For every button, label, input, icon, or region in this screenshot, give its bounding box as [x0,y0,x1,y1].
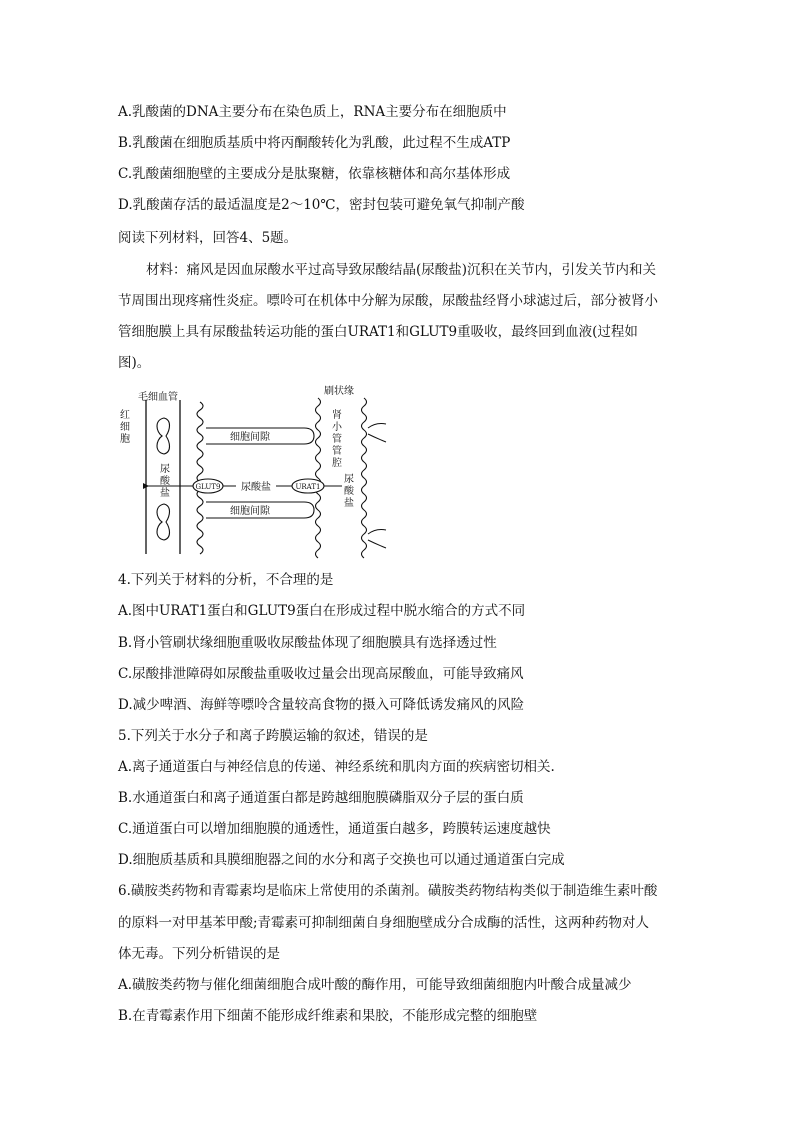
material-line-4: 图)。 [118,355,151,371]
red-blood-cell-bottom [157,504,170,540]
q4-option-a: A.图中URAT1蛋白和GLUT9蛋白在形成过程中脱水缩合的方式不同 [118,603,526,619]
apical-membrane-right [362,398,367,558]
lumen-label-4: 管 [332,446,342,457]
lumen-label-5: 腔 [332,458,342,469]
q4-option-d: D.减少啤酒、海鲜等嘌呤含量较高食物的摄入可降低诱发痛风的风险 [118,697,525,713]
material-line-3: 管细胞膜上具有尿酸盐转运功能的蛋白URAT1和GLUT9重吸收，最终回到血液(过程如 [118,324,638,340]
q5-option-c: C.通道蛋白可以增加细胞膜的通透性，通道蛋白越多，跨膜转运速度越快 [118,821,551,837]
red-cell-label-1: 红 [120,410,130,421]
capillary-urate-3: 盐 [160,488,170,499]
q4-option-b: B.肾小管刷状缘细胞重吸收尿酸盐体现了细胞膜具有选择透过性 [118,635,497,651]
urate-middle-label: 尿酸盐 [241,482,271,493]
reading-prompt: 阅读下列材料，回答4、5题。 [118,230,298,246]
q6-option-b: B.在青霉素作用下细菌不能形成纤维素和果胶，不能形成完整的细胞壁 [118,1008,538,1024]
capillary-urate-2: 酸 [160,476,170,487]
capillary-label: 毛细血管 [138,392,178,403]
brush-border-label: 刷状缘 [324,386,354,397]
material-line-2: 节周围出现疼痛性炎症。嘌呤可在机体中分解为尿酸，尿酸盐经肾小球滤过后，部分被肾小 [118,293,658,309]
glut9-label: GLUT9 [195,483,221,491]
basolateral-membrane [197,402,203,554]
intercellular-gap-top-label: 细胞间隙 [230,432,270,443]
lumen-urate-3: 盐 [344,498,354,509]
q4-option-c: C.尿酸排泄障碍如尿酸盐重吸收过量会出现高尿酸血，可能导致痛风 [118,666,524,682]
urate-reabsorption-diagram [118,384,388,560]
q3-option-c: C.乳酸菌细胞壁的主要成分是肽聚糖，依靠核糖体和高尔基体形成 [118,166,511,182]
q3-option-a: A.乳酸菌的DNA主要分布在染色质上，RNA主要分布在细胞质中 [118,104,507,120]
q6-option-a: A.磺胺类药物与催化细菌细胞合成叶酸的酶作用，可能导致细菌细胞内叶酸合成量减少 [118,977,632,993]
lumen-label-2: 小 [332,422,342,433]
material-line-1: 材料：痛风是因血尿酸水平过高导致尿酸结晶(尿酸盐)沉积在关节内，引发关节内和关 [146,262,657,278]
q5-option-b: B.水通道蛋白和离子通道蛋白都是跨越细胞膜磷脂双分子层的蛋白质 [118,790,524,806]
red-cell-label-2: 细 [120,422,130,433]
q3-option-d: D.乳酸菌存活的最适温度是2～10℃，密封包装可避免氧气抑制产酸 [118,197,525,213]
q5-option-a: A.离子通道蛋白与神经信息的传递、神经系统和肌肉方面的疾病密切相关. [118,759,555,775]
urat1-label: URAT1 [295,483,321,491]
q4-stem: 4.下列关于材料的分析，不合理的是 [118,572,334,588]
red-cell-label-3: 胞 [120,434,130,445]
lumen-label-3: 管 [332,434,342,445]
q6-stem-line-3: 体无毒。下列分析错误的是 [118,946,280,962]
capillary-urate-1: 尿 [160,464,170,475]
microvilli-bottom [368,530,386,549]
lumen-label-1: 肾 [332,410,342,421]
q6-stem-line-2: 的原料一对甲基苯甲酸;青霉素可抑制细菌自身细胞壁成分合成酶的活性，这两种药物对人 [118,915,650,931]
q5-option-d: D.细胞质基质和具膜细胞器之间的水分和离子交换也可以通过通道蛋白完成 [118,852,565,868]
apical-membrane-left [316,398,321,558]
microvilli-top [368,424,386,443]
q6-stem-line-1: 6.磺胺类药物和青霉素均是临床上常使用的杀菌剂。磺胺类药物结构类似于制造维生素叶酸 [118,883,658,899]
lumen-urate-2: 酸 [344,486,354,497]
intercellular-gap-bottom-label: 细胞间隙 [230,506,270,517]
lumen-urate-1: 尿 [344,474,354,485]
red-blood-cell-top [157,418,170,454]
q3-option-b: B.乳酸菌在细胞质基质中将丙酮酸转化为乳酸，此过程不生成ATP [118,135,511,151]
q5-stem: 5.下列关于水分子和离子跨膜运输的叙述，错误的是 [118,728,428,744]
